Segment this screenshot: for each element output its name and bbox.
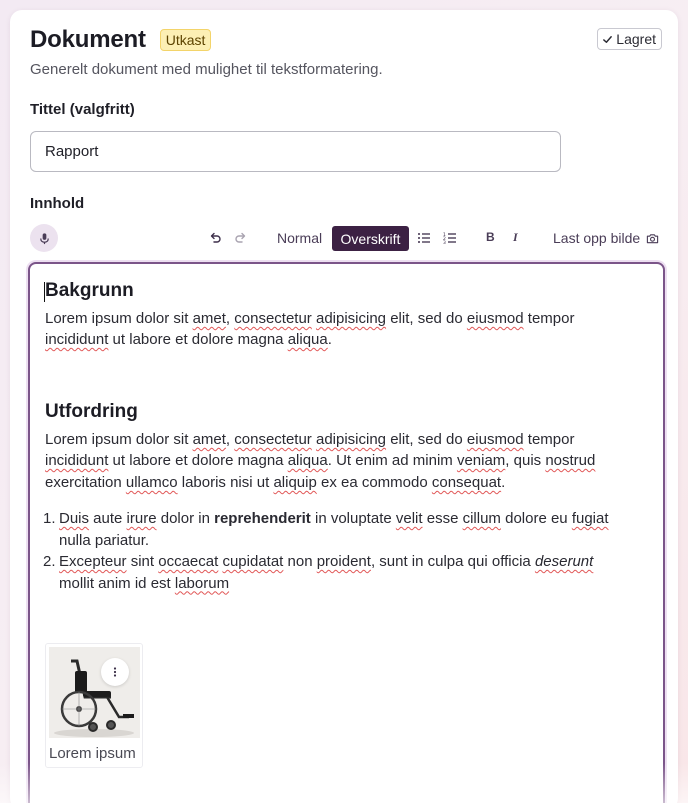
- svg-text:3: 3: [443, 241, 446, 245]
- list-item: 1. Duis aute irure dolor in reprehenderit in voluptate velit esse cillum dolore eu fugiat nulla pariatur.: [43, 510, 609, 549]
- rich-text-editor[interactable]: [28, 262, 665, 803]
- camera-icon: [646, 232, 659, 245]
- paragraph-line: incididunt ut labore et dolore magna aliqua. Ut enim ad minim veniam, quis nostrud: [45, 452, 596, 469]
- microphone-icon: [38, 232, 51, 245]
- more-vertical-icon: [109, 666, 121, 678]
- svg-text:1: 1: [443, 233, 446, 238]
- wheelchair-image: [49, 647, 140, 738]
- paragraph-line: Lorem ipsum dolor sit amet, consectetur adipisicing elit, sed do eiusmod tempor: [45, 431, 575, 448]
- upload-image-button[interactable]: [553, 230, 659, 246]
- bullet-list-button[interactable]: [416, 229, 432, 247]
- image-menu-button[interactable]: [101, 658, 129, 686]
- title-field-label: Tittel (valgfritt): [30, 101, 135, 118]
- svg-text:2: 2: [443, 237, 446, 242]
- title-row: [30, 26, 211, 54]
- saved-status: [597, 28, 662, 50]
- saved-label: Lagret: [616, 31, 656, 47]
- content-label: Innhold: [30, 195, 85, 212]
- heading-utfordring: Utfordring: [45, 401, 138, 422]
- undo-icon: [208, 231, 222, 245]
- page-subtitle: Generelt dokument med mulighet til tekstformatering.: [30, 61, 383, 78]
- bold-button[interactable]: B: [486, 230, 495, 244]
- status-badge: Utkast: [160, 29, 212, 51]
- italic-button[interactable]: I: [513, 230, 518, 244]
- check-icon: [602, 34, 613, 45]
- redo-icon: [234, 231, 248, 245]
- upload-image-label: Last opp bilde: [553, 230, 641, 246]
- redo-button[interactable]: [233, 229, 249, 247]
- format-heading-button[interactable]: Overskrift: [332, 226, 409, 251]
- dictation-button[interactable]: [30, 224, 58, 252]
- image-caption[interactable]: Lorem ipsum: [49, 745, 136, 762]
- document-card: [10, 10, 678, 803]
- ordered-list-icon: [443, 231, 457, 245]
- heading-bakgrunn: Bakgrunn: [45, 280, 134, 301]
- bullet-list-icon: [417, 231, 431, 245]
- ordered-list-button[interactable]: [442, 229, 458, 247]
- title-input[interactable]: [30, 131, 561, 172]
- paragraph-line: incididunt ut labore et dolore magna aliqua.: [45, 331, 332, 348]
- paragraph-line: exercitation ullamco laboris nisi ut aliquip ex ea commodo consequat.: [45, 474, 506, 491]
- list-item: 2. Excepteur sint occaecat cupidatat non proident, sunt in culpa qui officia deserunt mollit anim id est laborum: [43, 553, 594, 592]
- format-normal-button[interactable]: Normal: [277, 230, 323, 246]
- image-block[interactable]: [45, 643, 143, 768]
- paragraph-line: Lorem ipsum dolor sit amet, consectetur adipisicing elit, sed do eiusmod tempor: [45, 310, 575, 327]
- undo-button[interactable]: [207, 229, 223, 247]
- page-title: Dokument: [30, 26, 146, 53]
- bottom-fade: [0, 763, 688, 803]
